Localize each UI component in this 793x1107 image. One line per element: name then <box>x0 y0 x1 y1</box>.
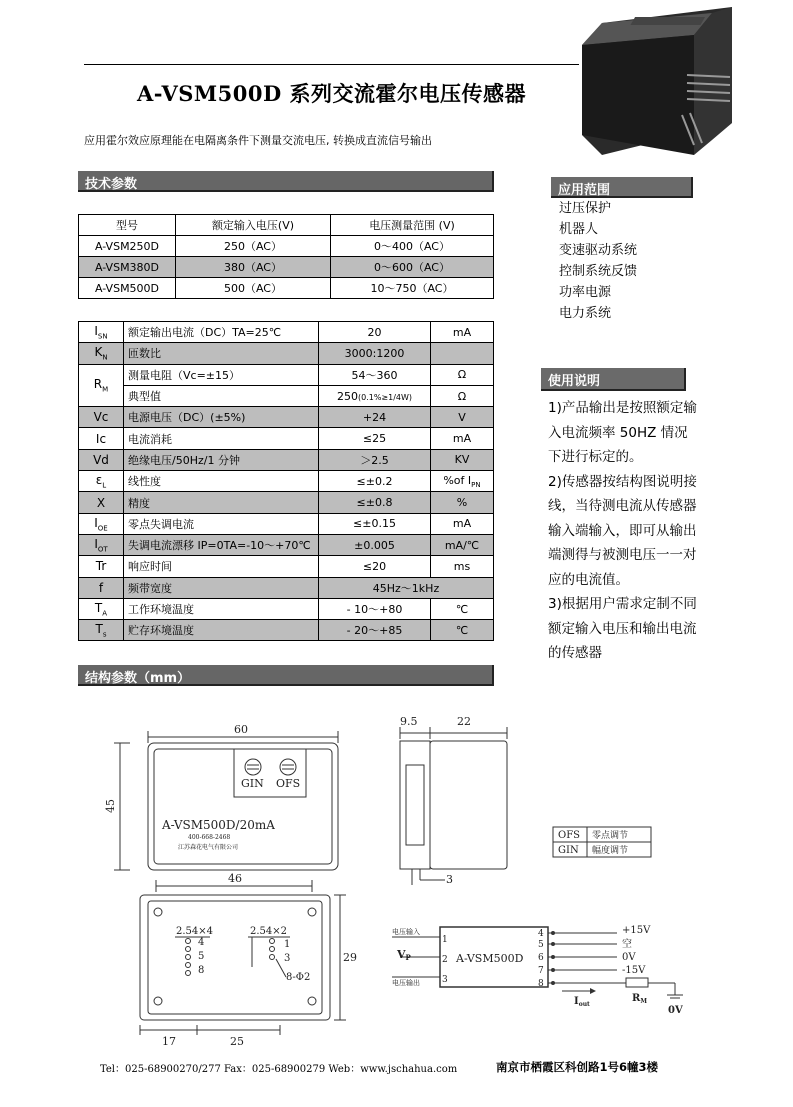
table-row <box>79 236 494 257</box>
rated-cell: 500（AC） <box>176 278 331 299</box>
circuit-pin: 2 <box>442 955 448 965</box>
param-symbol: X <box>79 492 124 513</box>
param-value: ≤±0.8 <box>319 492 431 513</box>
param-row-ts <box>79 620 494 641</box>
param-symbol: $T_A$ <box>79 598 124 619</box>
section-tech-params: 技术参数 <box>78 171 494 192</box>
rm-label: $R_M$ <box>632 993 647 1005</box>
dim-29: 29 <box>343 951 357 964</box>
circuit-pin: 3 <box>442 975 448 985</box>
usage-para: 2)传感器按结构图说明接线，当待测电流从传感器输入端输入，即可从输出端测得与被测电压一一对应的电流值。 <box>548 473 697 588</box>
param-value: ≤±0.2 <box>319 471 431 492</box>
model-cell: A-VSM250D <box>79 236 176 257</box>
application-list <box>559 198 637 324</box>
pin-label: 3 <box>284 953 291 964</box>
param-value: ≤±0.15 <box>319 513 431 534</box>
rated-cell: 380（AC） <box>176 257 331 278</box>
param-desc: 零点失调电流 <box>124 513 319 534</box>
model-cell: A-VSM380D <box>79 257 176 278</box>
pin-label: 5 <box>198 951 205 962</box>
table-header-row <box>79 215 494 236</box>
param-symbol: $R_M$ <box>79 364 124 407</box>
param-symbol: $I_{SN}$ <box>79 322 124 343</box>
rail-label: 空 <box>622 939 632 950</box>
param-desc: 绝缘电压/50Hz/1 分钟 <box>124 449 319 470</box>
circuit-pin: 8 <box>538 979 544 989</box>
legend-code: OFS <box>558 830 580 841</box>
list-item: 过压保护 <box>559 201 612 216</box>
param-desc: 响应时间 <box>124 556 319 577</box>
param-row-x <box>79 492 494 513</box>
product-photo <box>582 5 732 165</box>
param-value: +24 <box>319 407 431 428</box>
usage-para: 1)产品输出是按照额定输入电流频率 50HZ 情况下进行标定的。 <box>548 400 697 465</box>
rated-cell: 250（AC） <box>176 236 331 257</box>
param-unit: ℃ <box>431 598 494 619</box>
param-symbol: Tr <box>79 556 124 577</box>
param-symbol: Ic <box>79 428 124 449</box>
dim-46: 46 <box>228 872 242 885</box>
param-desc: 线性度 <box>124 471 319 492</box>
param-row-ic <box>79 428 494 449</box>
legend-desc: 幅度调节 <box>592 846 629 856</box>
param-desc: 工作环境温度 <box>124 598 319 619</box>
param-unit: mA <box>431 513 494 534</box>
range-cell: 10～750（AC） <box>331 278 494 299</box>
param-unit: Ω <box>431 385 494 406</box>
rail-label: +15V <box>622 925 651 936</box>
param-row-tr <box>79 556 494 577</box>
rail-label: -15V <box>622 965 646 976</box>
dim-60: 60 <box>234 723 248 736</box>
pin-label: 4 <box>198 937 205 948</box>
param-desc: 频带宽度 <box>124 577 319 598</box>
dim-25: 25 <box>230 1035 244 1048</box>
list-item: 机器人 <box>559 222 599 237</box>
param-unit: % <box>431 492 494 513</box>
param-row-ioe <box>79 513 494 534</box>
param-desc: 电源电压（DC）(±5%) <box>124 407 319 428</box>
param-value: ＞2.5 <box>319 449 431 470</box>
param-value: - 20～+85 <box>319 620 431 641</box>
pin-label: 1 <box>284 939 291 950</box>
param-row-vc <box>79 407 494 428</box>
list-item: 变速驱动系统 <box>559 243 638 258</box>
param-desc: 贮存环境温度 <box>124 620 319 641</box>
param-unit: mA/℃ <box>431 534 494 555</box>
header-rated-voltage: 额定输入电压(V) <box>176 215 331 236</box>
footer-contact: Tel：025-68900270/277 Fax：025-68900279 Web：www.jschahua.com <box>100 1064 458 1075</box>
circuit-pin: 7 <box>538 966 544 976</box>
model-label: A-VSM500D/20mA <box>162 818 275 832</box>
header-model: 型号 <box>79 215 176 236</box>
param-row-ta <box>79 598 494 619</box>
param-row-rm-typical <box>79 385 494 406</box>
pitch-2: 2.54×2 <box>250 926 288 937</box>
param-value: - 10～+80 <box>319 598 431 619</box>
circuit-vp: VP <box>397 948 411 962</box>
model-cell: A-VSM500D <box>79 278 176 299</box>
structure-drawing <box>100 715 700 1050</box>
param-row-iot <box>79 534 494 555</box>
table-row <box>79 257 494 278</box>
param-row-el <box>79 471 494 492</box>
param-row-rm <box>79 364 494 385</box>
section-usage: 使用说明 <box>541 368 686 391</box>
list-item: 功率电源 <box>559 285 612 300</box>
param-symbol: f <box>79 577 124 598</box>
param-row-kn <box>79 343 494 364</box>
dim-3: 3 <box>446 873 453 886</box>
param-value: ≤25 <box>319 428 431 449</box>
page-title: A-VSM500D 系列交流霍尔电压传感器 <box>136 81 527 106</box>
usage-para: 3)根据用户需求定制不同额定输入电压和输出电流的传感器 <box>548 596 697 661</box>
circuit-in-label: 电压输入 <box>392 928 420 936</box>
param-symbol: $I_{OE}$ <box>79 513 124 534</box>
param-unit: ms <box>431 556 494 577</box>
circuit-pin: 6 <box>538 953 544 963</box>
iout-label: $I_{out}$ <box>574 996 590 1008</box>
rail-label: 0V <box>622 952 636 963</box>
company-small: 江苏森花电气有限公司 <box>178 844 239 851</box>
dim-17: 17 <box>162 1035 176 1048</box>
list-item: 电力系统 <box>559 306 612 321</box>
param-value: 45Hz～1kHz <box>319 577 494 598</box>
models-table <box>78 214 494 299</box>
dim-22: 22 <box>457 715 471 728</box>
param-desc: 典型值 <box>124 385 319 406</box>
param-unit: KV <box>431 449 494 470</box>
param-unit: Ω <box>431 364 494 385</box>
param-symbol: Vd <box>79 449 124 470</box>
footer-address: 南京市栖霞区科创路1号6幢3楼 <box>496 1060 659 1074</box>
param-value: 54～360 <box>319 364 431 385</box>
section-application: 应用范围 <box>551 177 693 198</box>
param-row-f <box>79 577 494 598</box>
param-row-vd <box>79 449 494 470</box>
param-desc: 测量电阻（Vc=±15） <box>124 364 319 385</box>
param-symbol: $T_s$ <box>79 620 124 641</box>
header-range: 电压测量范围 (V) <box>331 215 494 236</box>
legend-desc: 零点调节 <box>592 831 629 841</box>
usage-text <box>548 396 700 666</box>
param-row-isn <box>79 322 494 343</box>
param-symbol: $\varepsilon_L$ <box>79 471 124 492</box>
circuit-box-label: A-VSM500D <box>456 952 524 965</box>
param-desc: 匝数比 <box>124 343 319 364</box>
circuit-pin: 1 <box>442 935 448 945</box>
list-item: 控制系统反馈 <box>559 264 638 279</box>
param-desc: 电流消耗 <box>124 428 319 449</box>
table-row <box>79 278 494 299</box>
param-unit: ℃ <box>431 620 494 641</box>
section-structure: 结构参数（mm） <box>78 665 494 686</box>
range-cell: 0～400（AC） <box>331 236 494 257</box>
param-value: ≤20 <box>319 556 431 577</box>
pin-label: 8 <box>198 965 205 976</box>
pitch-1: 2.54×4 <box>176 926 214 937</box>
params-table <box>78 321 494 641</box>
param-unit <box>431 343 494 364</box>
param-value: 3000:1200 <box>319 343 431 364</box>
gnd-label: 0V <box>668 1005 683 1016</box>
param-unit: %of $I_{PN}$ <box>431 471 494 492</box>
header-rule <box>84 64 579 65</box>
param-unit: mA <box>431 428 494 449</box>
param-unit: mA <box>431 322 494 343</box>
circuit-out-label: 电压输出 <box>392 979 420 987</box>
page-subtitle: 应用霍尔效应原理能在电隔离条件下测量交流电压, 转换成直流信号输出 <box>84 134 432 147</box>
legend-code: GIN <box>558 845 579 856</box>
param-value: 20 <box>319 322 431 343</box>
dim-45: 45 <box>104 799 117 813</box>
dim-9-5: 9.5 <box>400 715 418 728</box>
param-desc: 精度 <box>124 492 319 513</box>
hole-label: 8-Φ2 <box>286 972 311 983</box>
param-desc: 失调电流漂移 IP=0TA=-10～+70℃ <box>124 534 319 555</box>
param-symbol: $K_N$ <box>79 343 124 364</box>
circuit-pin: 4 <box>538 929 544 939</box>
param-desc: 额定输出电流（DC）TA=25℃ <box>124 322 319 343</box>
circuit-pin: 5 <box>538 940 544 950</box>
gin-label: GIN <box>241 777 264 790</box>
param-symbol: Vc <box>79 407 124 428</box>
ofs-label: OFS <box>276 777 301 790</box>
phone-small: 400-668-2468 <box>188 834 231 841</box>
range-cell: 0～600（AC） <box>331 257 494 278</box>
param-value: 250(0.1%≥1/4W) <box>319 385 431 406</box>
param-value: ±0.005 <box>319 534 431 555</box>
param-symbol: $I_{OT}$ <box>79 534 124 555</box>
param-unit: V <box>431 407 494 428</box>
